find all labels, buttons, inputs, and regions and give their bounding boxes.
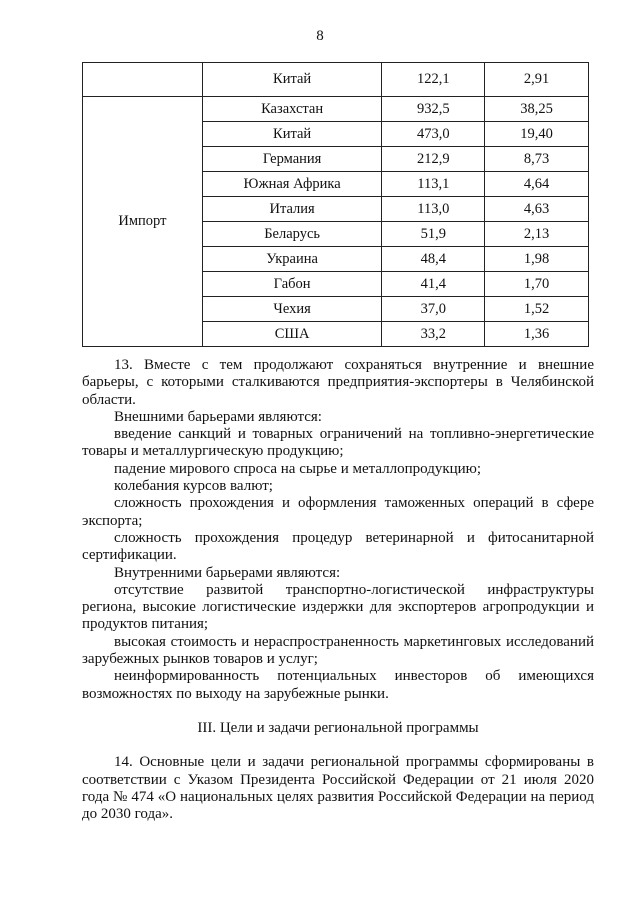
section-heading: III. Цели и задачи региональной программы <box>197 719 479 736</box>
share-cell: 38,25 <box>485 97 589 122</box>
paragraph: падение мирового спроса на сырье и металлопродукцию; <box>114 460 482 477</box>
share-cell: 2,91 <box>485 63 589 97</box>
paragraph: Внешними барьерами являются: <box>114 408 322 425</box>
value-cell: 51,9 <box>382 222 485 247</box>
group-cell <box>83 63 203 97</box>
value-cell: 113,1 <box>382 172 485 197</box>
paragraph: Внутренними барьерами являются: <box>114 564 341 581</box>
country-cell: США <box>202 322 382 347</box>
country-cell: Южная Африка <box>202 172 382 197</box>
body-text <box>82 357 594 823</box>
share-cell: 1,70 <box>485 272 589 297</box>
country-cell: Беларусь <box>202 222 382 247</box>
value-cell: 122,1 <box>382 63 485 97</box>
group-cell: Импорт <box>83 97 203 347</box>
value-cell: 473,0 <box>382 122 485 147</box>
country-cell: Германия <box>202 147 382 172</box>
share-cell: 2,13 <box>485 222 589 247</box>
share-cell: 1,98 <box>485 247 589 272</box>
paragraph: введение санкций и товарных ограничений на топливно-энергетические товары и металлургическую продукцию; <box>82 426 594 460</box>
share-cell: 4,63 <box>485 197 589 222</box>
value-cell: 37,0 <box>382 297 485 322</box>
table-row <box>83 97 589 122</box>
country-cell: Италия <box>202 197 382 222</box>
share-cell: 19,40 <box>485 122 589 147</box>
trade-table <box>82 62 589 347</box>
paragraph: 13. Вместе с тем продолжают сохраняться внутренние и внешние барьеры, с которыми сталкиваются предприятия-экспортеры в Челябинской области. <box>82 357 594 408</box>
paragraph: сложность прохождения и оформления таможенных операций в сфере экспорта; <box>82 495 594 529</box>
country-cell: Украина <box>202 247 382 272</box>
paragraph: сложность прохождения процедур ветеринарной и фитосанитарной сертификации. <box>82 529 594 564</box>
country-cell: Китай <box>202 63 382 97</box>
value-cell: 41,4 <box>382 272 485 297</box>
paragraph: неинформированность потенциальных инвесторов об имеющихся возможностях по выходу на зарубежные рынки. <box>82 668 594 702</box>
share-cell: 1,36 <box>485 322 589 347</box>
country-cell: Китай <box>202 122 382 147</box>
value-cell: 33,2 <box>382 322 485 347</box>
country-cell: Казахстан <box>202 97 382 122</box>
value-cell: 932,5 <box>382 97 485 122</box>
value-cell: 212,9 <box>382 147 485 172</box>
paragraph: высокая стоимость и нераспространенность маркетинговых исследований зарубежных рынков товаров и услуг; <box>82 633 594 668</box>
paragraph: колебания курсов валют; <box>114 478 273 495</box>
paragraph: 14. Основные цели и задачи региональной программы сформированы в соответствии с Указом Президента Российской Федерации от 21 июля 2020 года № 474 «О национальных целях развития Российской Федерации на период до 2030 года». <box>82 754 594 823</box>
value-cell: 48,4 <box>382 247 485 272</box>
page-number: 8 <box>316 28 324 44</box>
country-cell: Габон <box>202 272 382 297</box>
country-cell: Чехия <box>202 297 382 322</box>
value-cell: 113,0 <box>382 197 485 222</box>
share-cell: 4,64 <box>485 172 589 197</box>
paragraph: отсутствие развитой транспортно-логистической инфраструктуры региона, высокие логистические издержки для экспортеров агропродукции и продуктов питания; <box>82 581 594 633</box>
share-cell: 8,73 <box>485 147 589 172</box>
share-cell: 1,52 <box>485 297 589 322</box>
table-row <box>83 63 589 97</box>
